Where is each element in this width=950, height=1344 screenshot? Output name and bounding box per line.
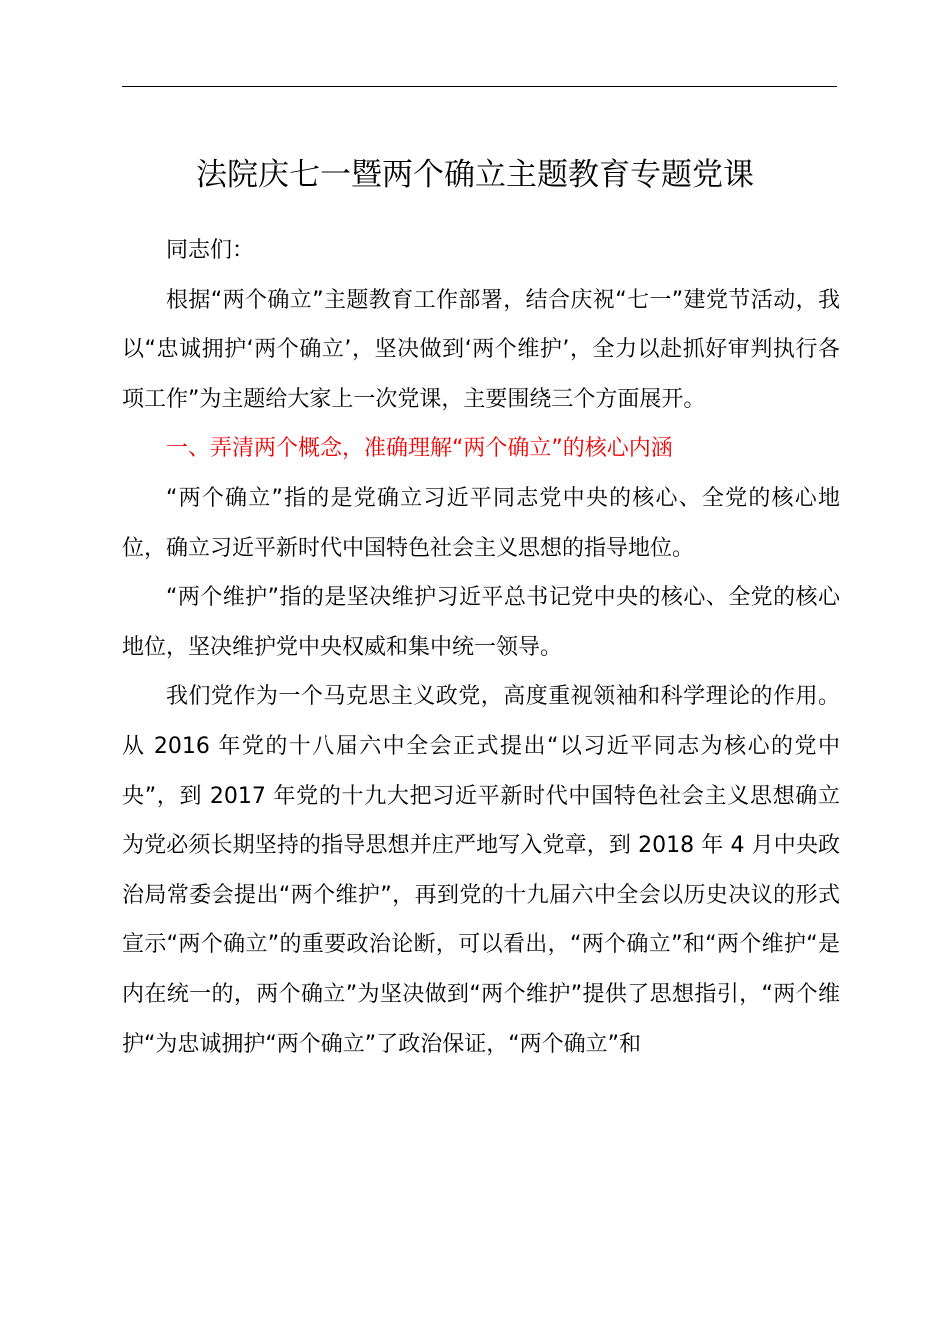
header-rule [122, 86, 837, 87]
section-heading: 一、弄清两个概念，准确理解“两个确立”的核心内涵 [166, 436, 673, 462]
paragraph-two-establishments: “两个确立”指的是党确立习近平同志党中央的核心、全党的核心地位，确立习近平新时代中国特色社会主义思想的指导地位。 [122, 485, 840, 561]
document-title: 法院庆七一暨两个确立主题教育专题党课 [196, 157, 754, 193]
intro-paragraph: 根据“两个确立”主题教育工作部署，结合庆祝“七一”建党节活动，我以“忠诚拥护‘两个确立’，坚决做到‘两个维护’，全力以赴抓好审判执行各项工作”为主题给大家上一次党课，主要围绕三个方面展开。 [122, 287, 840, 412]
paragraph-history: 我们党作为一个马克思主义政党，高度重视领袖和科学理论的作用。从 2016 年党的十八届六中全会正式提出“以习近平同志为核心的党中央”，到 2017 年党的十九大把习近平新时代中国特色社会主义思想确立为党必须长期坚持的指导思想并庄严地写入党章，到 2018 年 4 月中央政治局常委会提出“两个维护”，再到党的十九届六中全会以历史决议的形式宣示“两个确立”的重要政治论断，可以看出，“两个确立”和“两个维护“是内在统一的，两个确立”为坚决做到“两个维护”提供了思想指引，“两个维护“为忠诚拥护“两个确立”了政治保证，“两个确立”和 [122, 684, 840, 1057]
paragraph-two-safeguards: “两个维护”指的是坚决维护习近平总书记党中央的核心、全党的核心地位，坚决维护党中央权威和集中统一领导。 [122, 585, 840, 660]
document-body [122, 226, 840, 1069]
salutation: 同志们： [166, 238, 255, 263]
